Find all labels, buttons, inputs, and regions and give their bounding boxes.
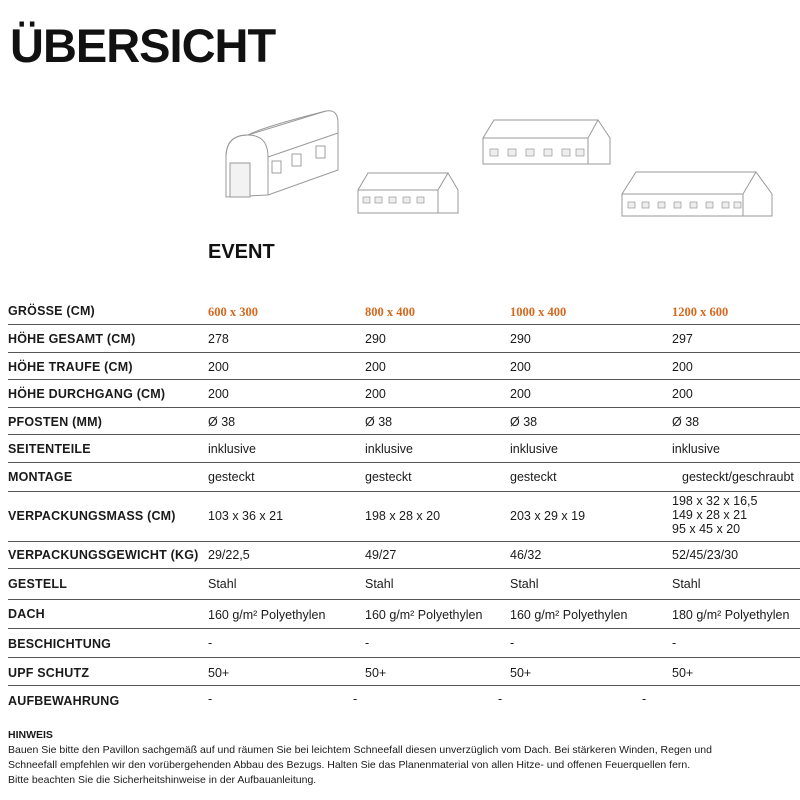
table-row bbox=[8, 435, 800, 463]
tent-1200x600-illustration bbox=[618, 168, 778, 220]
hint-line: Bauen Sie bitte den Pavillon sachgemäß auf und räumen Sie bei leichtem Schneefall diesen unverzüglich vom Dach. Bei stärkeren Winden, Regen und bbox=[8, 744, 712, 756]
table-cell: 46/32 bbox=[510, 547, 542, 562]
table-cell: 290 bbox=[365, 332, 386, 346]
table-row bbox=[8, 600, 800, 629]
table-cell: 198 x 28 x 20 bbox=[365, 508, 441, 523]
table-cell: 203 x 29 x 19 bbox=[510, 508, 586, 523]
table-cell: inklusive bbox=[510, 442, 558, 456]
table-cell: 160 g/m² Polyethylen bbox=[510, 607, 628, 622]
table-cell: 52/45/23/30 bbox=[672, 547, 739, 562]
table-cell: 200 bbox=[510, 359, 531, 374]
table-cell: 160 g/m² Polyethylen bbox=[365, 607, 483, 622]
table-cell: 103 x 36 x 21 bbox=[208, 508, 284, 523]
row-label: GESTELL bbox=[8, 576, 68, 591]
table-cell: - bbox=[510, 635, 515, 650]
table-cell: inklusive bbox=[672, 442, 720, 456]
table-cell: - bbox=[353, 691, 358, 706]
table-cell: inklusive bbox=[208, 442, 256, 456]
page-title: ÜBERSICHT bbox=[10, 19, 276, 72]
table-cell: 198 x 32 x 16,5 149 x 28 x 21 95 x 45 x 20 bbox=[672, 493, 758, 536]
spec-table bbox=[8, 298, 800, 714]
table-cell: 1200 x 600 bbox=[672, 305, 729, 319]
table-cell: 200 bbox=[208, 387, 229, 401]
table-cell: - bbox=[208, 691, 213, 706]
table-cell: - bbox=[642, 691, 647, 706]
table-row bbox=[8, 325, 800, 353]
row-label: UPF SCHUTZ bbox=[8, 665, 90, 680]
row-label: VERPACKUNGSGEWICHT (KG) bbox=[8, 547, 199, 562]
table-cell: gesteckt bbox=[510, 469, 557, 484]
table-row bbox=[8, 658, 800, 686]
table-cell: 49/27 bbox=[365, 547, 397, 562]
hint-box bbox=[8, 728, 793, 788]
table-cell: - bbox=[498, 691, 503, 706]
table-cell: - bbox=[208, 635, 213, 650]
table-cell: Stahl bbox=[510, 576, 539, 591]
table-cell: 278 bbox=[208, 332, 229, 346]
table-cell: Stahl bbox=[672, 576, 701, 591]
section-subtitle: EVENT bbox=[208, 241, 275, 263]
table-cell: 200 bbox=[365, 387, 386, 401]
row-label: VERPACKUNGSMASS (CM) bbox=[8, 508, 176, 523]
table-row bbox=[8, 629, 800, 658]
table-cell: 200 bbox=[672, 387, 693, 401]
row-label: PFOSTEN (MM) bbox=[8, 414, 103, 429]
table-cell: 800 x 400 bbox=[365, 305, 415, 319]
table-cell: Ø 38 bbox=[208, 414, 236, 429]
table-cell: 1000 x 400 bbox=[510, 305, 567, 319]
hint-line: Bitte beachten Sie die Sicherheitshinweise in der Aufbauanleitung. bbox=[8, 774, 317, 786]
row-label: GRÖSSE (CM) bbox=[8, 304, 95, 318]
table-cell: gesteckt/geschraubt bbox=[682, 469, 794, 484]
hint-heading: HINWEIS bbox=[8, 729, 53, 741]
table-row bbox=[8, 542, 800, 569]
tent-800x400-illustration bbox=[353, 165, 463, 220]
table-cell: 200 bbox=[208, 359, 229, 374]
table-row bbox=[8, 353, 800, 381]
row-label: MONTAGE bbox=[8, 469, 73, 484]
row-label: SEITENTEILE bbox=[8, 442, 91, 456]
table-cell: Ø 38 bbox=[510, 414, 538, 429]
row-label: BESCHICHTUNG bbox=[8, 636, 112, 651]
table-cell: 200 bbox=[365, 359, 386, 374]
row-label: HÖHE GESAMT (CM) bbox=[8, 332, 136, 346]
table-cell: gesteckt bbox=[365, 469, 412, 484]
table-cell: 600 x 300 bbox=[208, 305, 258, 319]
table-row bbox=[8, 686, 800, 714]
table-cell: Stahl bbox=[208, 576, 237, 591]
row-label: DACH bbox=[8, 606, 45, 621]
table-cell: 50+ bbox=[672, 665, 694, 680]
table-cell: Stahl bbox=[365, 576, 394, 591]
table-cell: 180 g/m² Polyethylen bbox=[672, 607, 790, 622]
table-row bbox=[8, 298, 800, 325]
table-row bbox=[8, 492, 800, 542]
table-cell: 200 bbox=[510, 387, 531, 401]
table-row bbox=[8, 463, 800, 492]
table-cell: 200 bbox=[672, 359, 693, 374]
row-label: HÖHE DURCHGANG (CM) bbox=[8, 387, 166, 401]
row-label: AUFBEWAHRUNG bbox=[8, 693, 120, 708]
table-cell: - bbox=[672, 635, 677, 650]
table-cell: gesteckt bbox=[208, 469, 255, 484]
table-row bbox=[8, 408, 800, 436]
table-cell: 297 bbox=[672, 332, 693, 346]
table-cell: 290 bbox=[510, 332, 531, 346]
tent-600x300-illustration bbox=[218, 105, 343, 200]
table-cell: Ø 38 bbox=[365, 414, 393, 429]
table-cell: 29/22,5 bbox=[208, 547, 250, 562]
table-row bbox=[8, 569, 800, 600]
table-cell: Ø 38 bbox=[672, 414, 700, 429]
table-cell: 50+ bbox=[208, 665, 230, 680]
table-cell: 160 g/m² Polyethylen bbox=[208, 607, 326, 622]
row-label: HÖHE TRAUFE (CM) bbox=[8, 359, 133, 374]
table-cell: 50+ bbox=[510, 665, 532, 680]
table-cell: inklusive bbox=[365, 442, 413, 456]
table-row bbox=[8, 380, 800, 408]
hint-line: Schneefall empfehlen wir den vorübergehenden Abbau des Bezugs. Halten Sie das Planenmaterial von allen Hitze- und offenen Feuerquellen fern. bbox=[8, 759, 691, 771]
table-cell: - bbox=[365, 635, 370, 650]
tent-1000x400-illustration bbox=[480, 116, 615, 171]
table-cell: 50+ bbox=[365, 665, 387, 680]
